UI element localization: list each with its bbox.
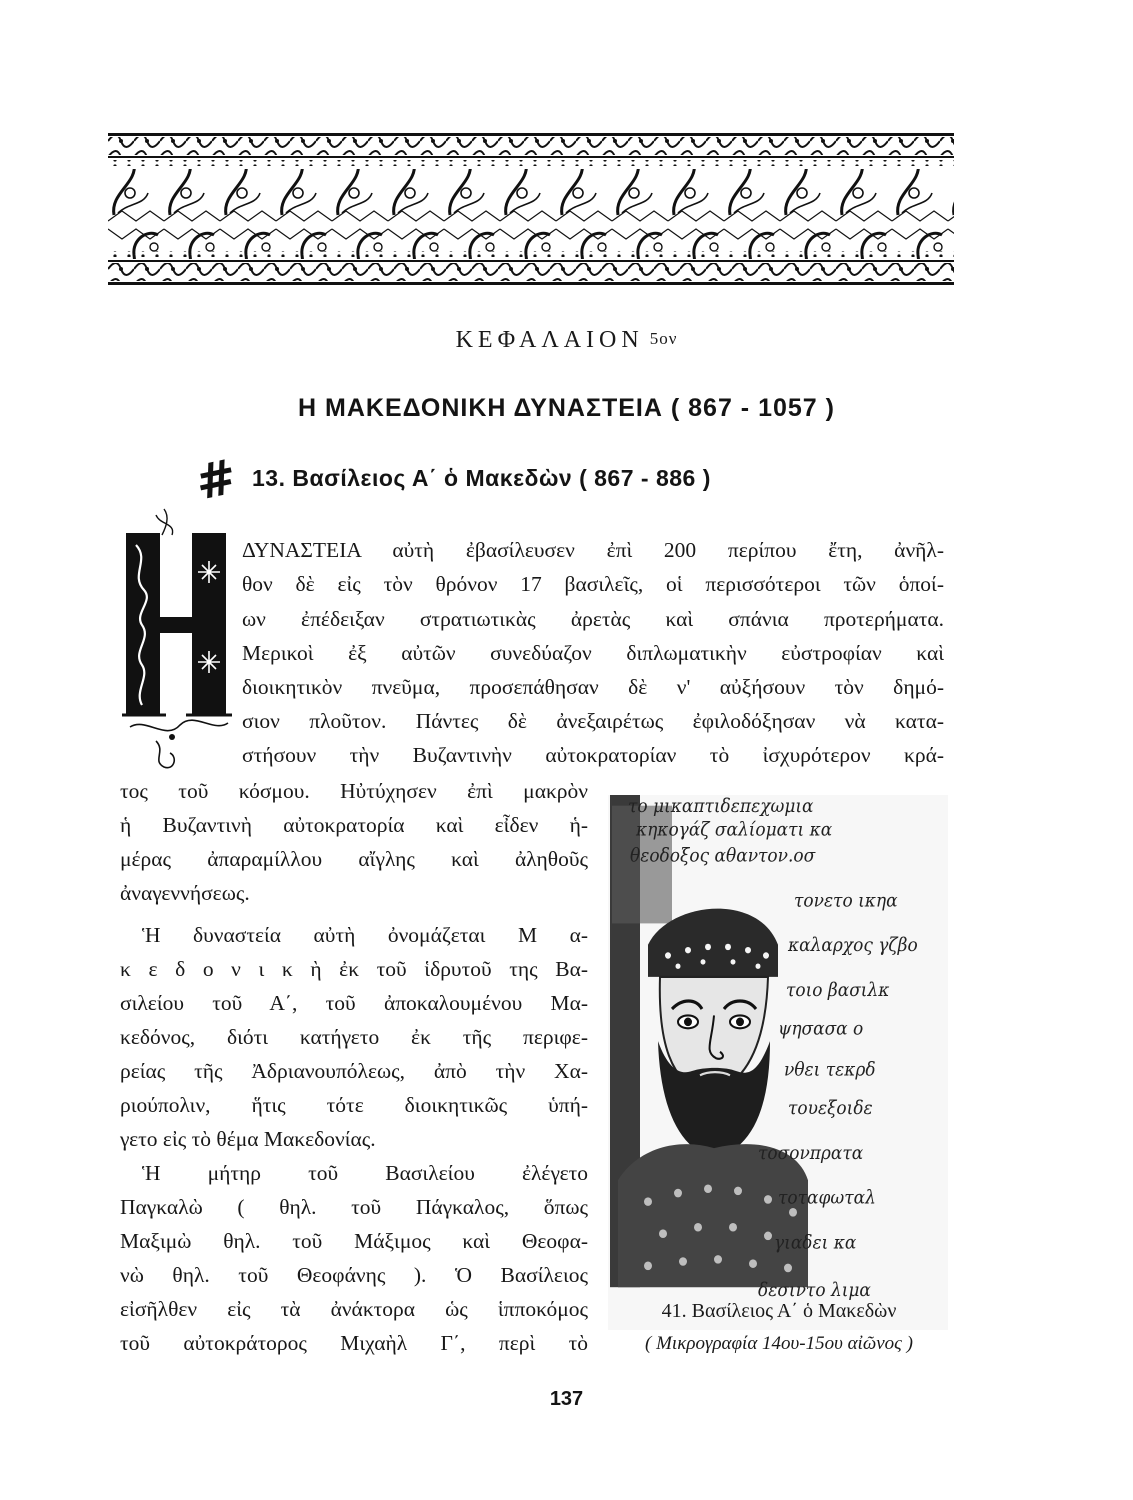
text-line: τος τοῦ κόσμου. Ηὐτύχησεν ἐπὶ μακρὸν: [120, 779, 588, 803]
chapter-title: Η ΜΑΚΕΔΟΝΙΚΗ ΔΥΝΑΣΤΕΙΑ ( 867 - 1057 ): [298, 394, 835, 422]
text-line: Μαξιμὼ θηλ. τοῦ Μάξιμος καὶ Θεοφα-: [120, 1229, 588, 1253]
manuscript-line: νθει τεκρδ: [784, 1059, 876, 1081]
dropcap-letter: Η: [164, 513, 165, 514]
section-title: 13. Βασίλειος Α΄ ὁ Μακεδὼν ( 867 - 886 ): [252, 465, 711, 491]
text-line: διοικητικὸν πνεῦμα, προσεπάθησαν δὲ ν' αὐξήσουν τὸν δημό-: [242, 675, 944, 699]
manuscript-line: θεοδοξος αθαντον.οσ: [630, 845, 816, 867]
manuscript-line: γιαδει κα: [774, 1233, 857, 1254]
text-line: στήσουν τὴν Βυζαντινὴν αὐτοκρατορίαν τὸ ἰσχυρότερον κρά-: [242, 743, 944, 767]
text-line: τοῦ αὐτοκράτορος Μιχαὴλ Γ΄, περὶ τὸ: [120, 1331, 588, 1355]
manuscript-line: τοιο βασιλκ: [786, 980, 890, 1002]
manuscript-line: δεσιντο λιμα: [758, 1280, 871, 1301]
manuscript-line: κηκογάζ σαλίοματι κα: [636, 820, 833, 841]
miniature-portrait-figure: [608, 795, 948, 1330]
text-line: σιον πλοῦτον. Πάντες δὲ ἀνεξαιρέτως ἐφιλοδόξησαν νὰ κατα-: [242, 709, 944, 733]
text-line: μέρας ἀπαραμίλλου αἴγλης καὶ ἀληθοῦς: [120, 847, 588, 871]
text-line: ἡ Βυζαντινὴ αὐτοκρατορία καὶ εἶδεν ἡ-: [120, 813, 588, 837]
figure-caption-note: ( Μικρογραφία 14ου-15ου αἰῶνος ): [645, 1333, 913, 1354]
manuscript-line: τουεξοιδε: [788, 1098, 873, 1120]
manuscript-line: τονετο ικηα: [794, 890, 898, 912]
handwritten-hash-mark: #: [190, 448, 242, 512]
text-line: Ἡ δυναστεία αὐτὴ ὀνομάζεται Μ α-: [142, 923, 588, 947]
text-line: ρείας τῆς Ἀδριανουπόλεως, ἀπὸ τὴν Χα-: [120, 1059, 588, 1083]
text-line: κεδόνος, διότι κατήγετο ἐκ τῆς περιφε-: [120, 1025, 588, 1049]
text-line: θον δὲ εἰς τὸν θρόνον 17 βασιλεῖς, οἱ περισσότεροι τῶν ὁποί-: [242, 572, 944, 596]
chapter-label-text: ΚΕΦΑΛΑΙΟΝ: [455, 327, 644, 353]
text-line: κ ε δ ο ν ι κ ὴ ἐκ τοῦ ἱδρυτοῦ της Βα-: [120, 957, 588, 981]
chapter-label: [0, 327, 1133, 354]
manuscript-line: καλαρχος γζβο: [788, 935, 918, 957]
text-line: εἰσῆλθεν εἰς τὰ ἀνάκτορα ὡς ἱπποκόμος: [120, 1297, 588, 1321]
text-line: ων ἐπέδειξαν στρατιωτικὰς ἀρετὰς καὶ σπάνια προτερήματα.: [242, 607, 944, 631]
chapter-number: 5ον: [649, 329, 678, 348]
text-line: σιλείου τοῦ Α΄, τοῦ ἀποκαλουμένου Μα-: [120, 991, 588, 1015]
text-line: νὼ θηλ. τοῦ Θεοφάνης ). Ὁ Βασίλειος: [120, 1263, 588, 1287]
text-line: Ἡ μήτηρ τοῦ Βασιλείου ἐλέγετο: [142, 1161, 588, 1185]
manuscript-line: τοσονπρατα: [758, 1143, 864, 1164]
manuscript-line: το μικαπτιδεπεχωμια: [628, 796, 814, 818]
text-line: Μερικοὶ ἐξ αὐτῶν συνεδύαζον διπλωματικὴν εὐστροφίαν καὶ: [242, 641, 944, 665]
text-line: ἀναγεννήσεως.: [120, 881, 250, 905]
text-line: ΔΥΝΑΣΤΕΙΑ αὐτὴ ἐβασίλευσεν ἐπὶ 200 περίπου ἔτη, ἀνῆλ-: [242, 538, 944, 562]
manuscript-line: ψησασα ο: [778, 1019, 864, 1040]
figure-caption: 41. Βασίλειος Α΄ ὁ Μακεδὼν: [661, 1300, 897, 1322]
text-line: ριούπολιν, ἥτις τότε διοικητικῶς ὑπή-: [120, 1093, 588, 1117]
text-line: γετο εἰς τὸ θέμα Μακεδονίας.: [120, 1127, 376, 1151]
page-number: 137: [549, 1388, 584, 1410]
ornamental-dropcap: [116, 505, 238, 775]
manuscript-line: τοταφωταλ: [778, 1188, 876, 1209]
ornamental-header-band: [108, 133, 954, 285]
text-line: Παγκαλὼ ( θηλ. τοῦ Πάγκαλος, ὅπως: [120, 1195, 588, 1219]
